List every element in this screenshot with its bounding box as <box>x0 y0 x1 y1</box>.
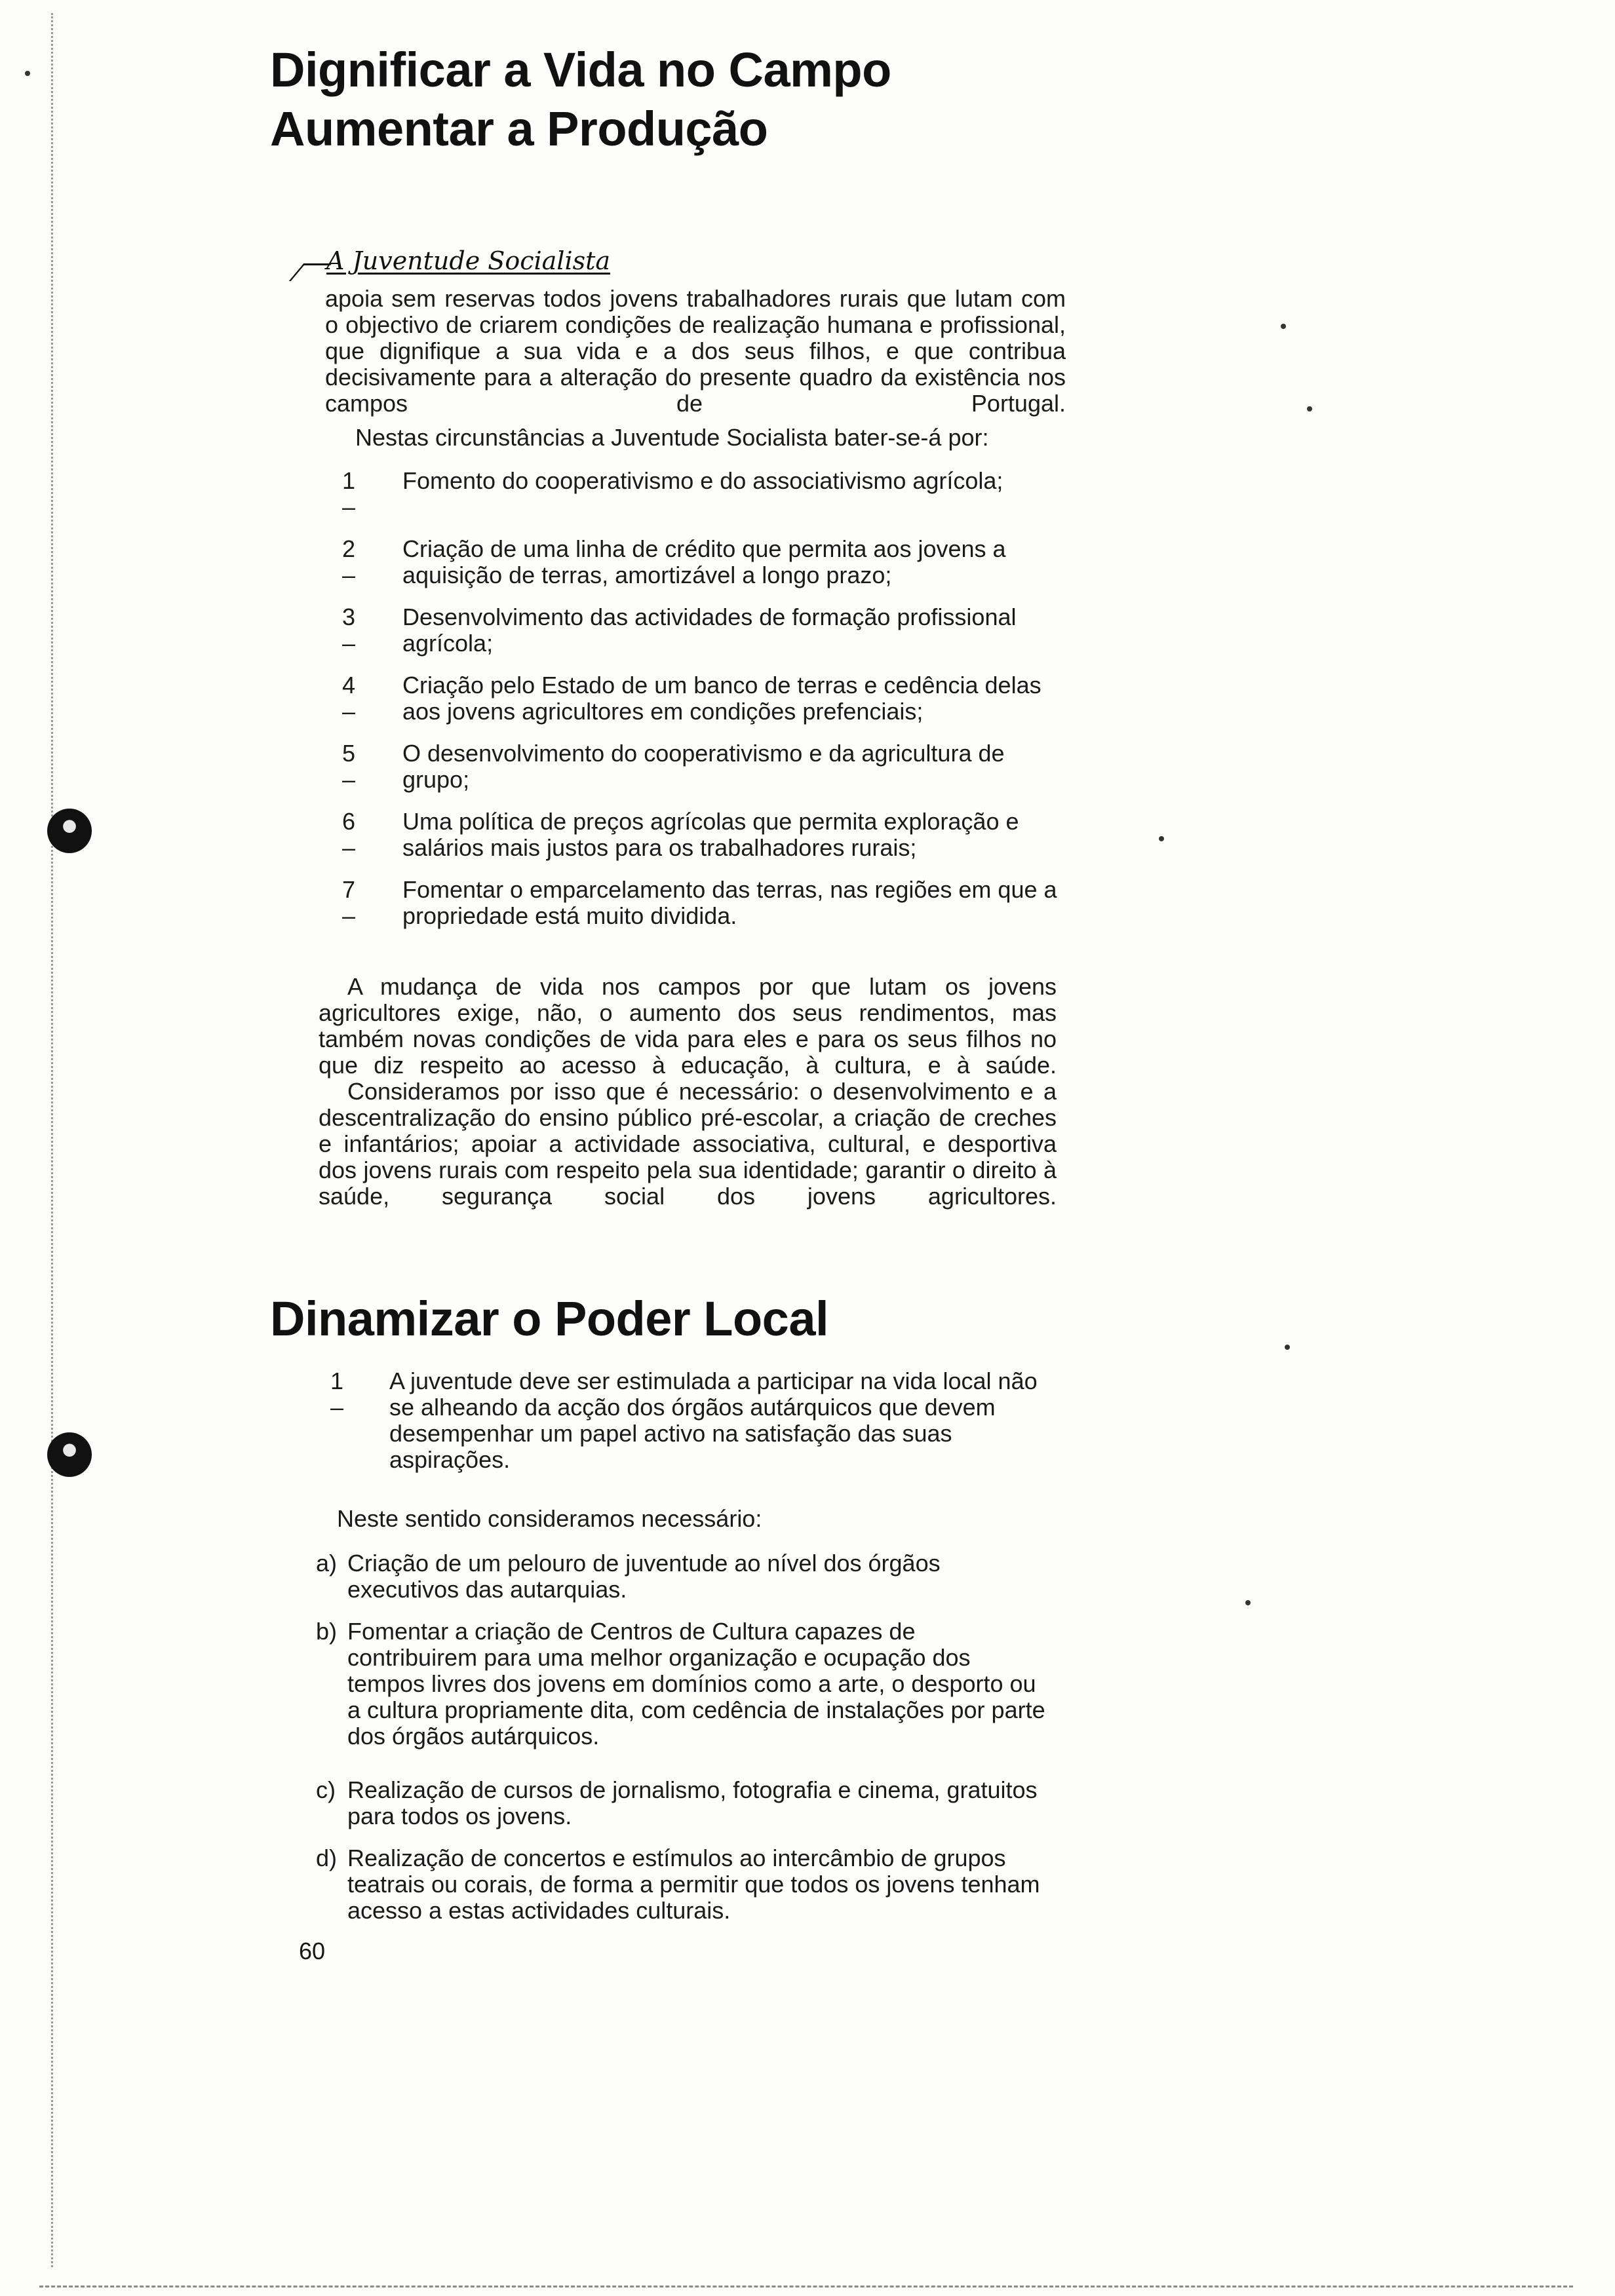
scan-bottom-edge <box>39 2286 1573 2289</box>
list-item-number: 4 – <box>342 672 356 725</box>
lead-paragraph: Nestas circunstâncias a Juventude Socialista bater-se-á por: <box>355 424 989 451</box>
section2-lead: Neste sentido consideramos necessário: <box>337 1505 762 1532</box>
list-item-text: Criação de um pelouro de juventude ao nível dos órgãos executivos das autarquias. <box>347 1550 941 1603</box>
scan-speck <box>1307 406 1312 411</box>
list-item-number: 5 – <box>342 740 356 793</box>
page-binding-edge <box>51 13 56 2267</box>
change-paragraph <box>319 974 1057 1079</box>
list-item-text: Criação de uma linha de crédito que permita aos jovens a aquisição de terras, amortizável a longo prazo; <box>402 535 1006 588</box>
list-item-text: Fomento do cooperativismo e do associativismo agrícola; <box>402 467 1003 494</box>
section-title-line2: Aumentar a Produção <box>270 102 768 156</box>
scan-speck <box>1281 324 1286 329</box>
list-item-number: 3 – <box>342 603 356 657</box>
list-item-text: Uma política de preços agrícolas que permita exploração e salários mais justos para os trabalhadores rurais; <box>402 808 1019 861</box>
list-item-text: Criação pelo Estado de um banco de terras e cedência delas aos jovens agricultores em condições prefenciais; <box>402 672 1041 725</box>
list-item-text: Fomentar a criação de Centros de Cultura capazes de contribuirem para uma melhor organização e ocupação dos tempos livres dos jovens em domínios como a arte, o desporto ou a cultura propriamente dita, com cedência de instalações por parte dos órgãos autárquicos. <box>347 1618 1045 1750</box>
scan-speck <box>1285 1345 1290 1350</box>
list-item-text: Fomentar o emparcelamento das terras, nas regiões em que a propriedade está muito dividida. <box>402 876 1057 929</box>
punch-hole-icon <box>47 809 92 853</box>
list-item-text: A juventude deve ser estimulada a participar na vida local não se alheando da acção dos órgãos autárquicos que devem desempenhar um papel activo na satisfação das suas aspirações. <box>389 1368 1038 1473</box>
scan-speck <box>1245 1600 1251 1605</box>
scan-speck <box>25 71 30 76</box>
punch-hole-icon <box>47 1432 92 1477</box>
list-item-letter: c) <box>316 1776 336 1803</box>
list-item-text: Realização de cursos de jornalismo, fotografia e cinema, gratuitos para todos os jovens. <box>347 1776 1038 1829</box>
section-title-line1: Dignificar a Vida no Campo <box>270 43 891 97</box>
list-item-letter: d) <box>316 1845 338 1871</box>
section2-title: Dinamizar o Poder Local <box>270 1292 829 1346</box>
list-item-letter: a) <box>316 1550 338 1577</box>
list-item-text: Desenvolvimento das actividades de formação profissional agrícola; <box>402 603 1017 657</box>
handwritten-insert-mark <box>289 263 332 281</box>
handwritten-note: A Juventude Socialista <box>326 246 611 275</box>
list-item-number: 7 – <box>342 876 356 929</box>
list-item-number: 2 – <box>342 535 356 588</box>
page-number: 60 <box>299 1938 326 1964</box>
list-item-number: 1 – <box>342 467 356 520</box>
list-item-number: 6 – <box>342 808 356 861</box>
list-item-number: 1 – <box>330 1368 344 1421</box>
list-item-text: O desenvolvimento do cooperativismo e da agricultura de grupo; <box>402 740 1005 793</box>
consider-paragraph-text: Consideramos por isso que é necessário: o desenvolvimento e a descentralização do ensino público pré-escolar, a criação de creches e infantários; apoiar a actividade associativa, cultural, e desportiva dos jovens rurais com respeito pela sua identidade; garantir o direito à saúde, segurança social dos jovens agricultores. <box>319 1078 1057 1210</box>
intro-paragraph: apoia sem reservas todos jovens trabalhadores rurais que lutam com o objectivo de criarem condições de realização humana e profissional, que dignifique a sua vida e a dos seus filhos, e que contribua decisivamente para a alteração do presente quadro da existência nos campos de Portugal. <box>325 285 1066 417</box>
scan-speck <box>1159 836 1164 841</box>
consider-paragraph <box>319 1079 1057 1210</box>
list-item-letter: b) <box>316 1618 338 1645</box>
list-item-text: Realização de concertos e estímulos ao intercâmbio de grupos teatrais ou corais, de forma a permitir que todos os jovens tenham acesso a estas actividades culturais. <box>347 1845 1040 1924</box>
change-paragraph-text: A mudança de vida nos campos por que lutam os jovens agricultores exige, não, o aumento dos seus rendimentos, mas também novas condições de vida para eles e para os seus filhos no que diz respeito ao acesso à educação, à cultura, e à saúde. <box>319 973 1057 1079</box>
